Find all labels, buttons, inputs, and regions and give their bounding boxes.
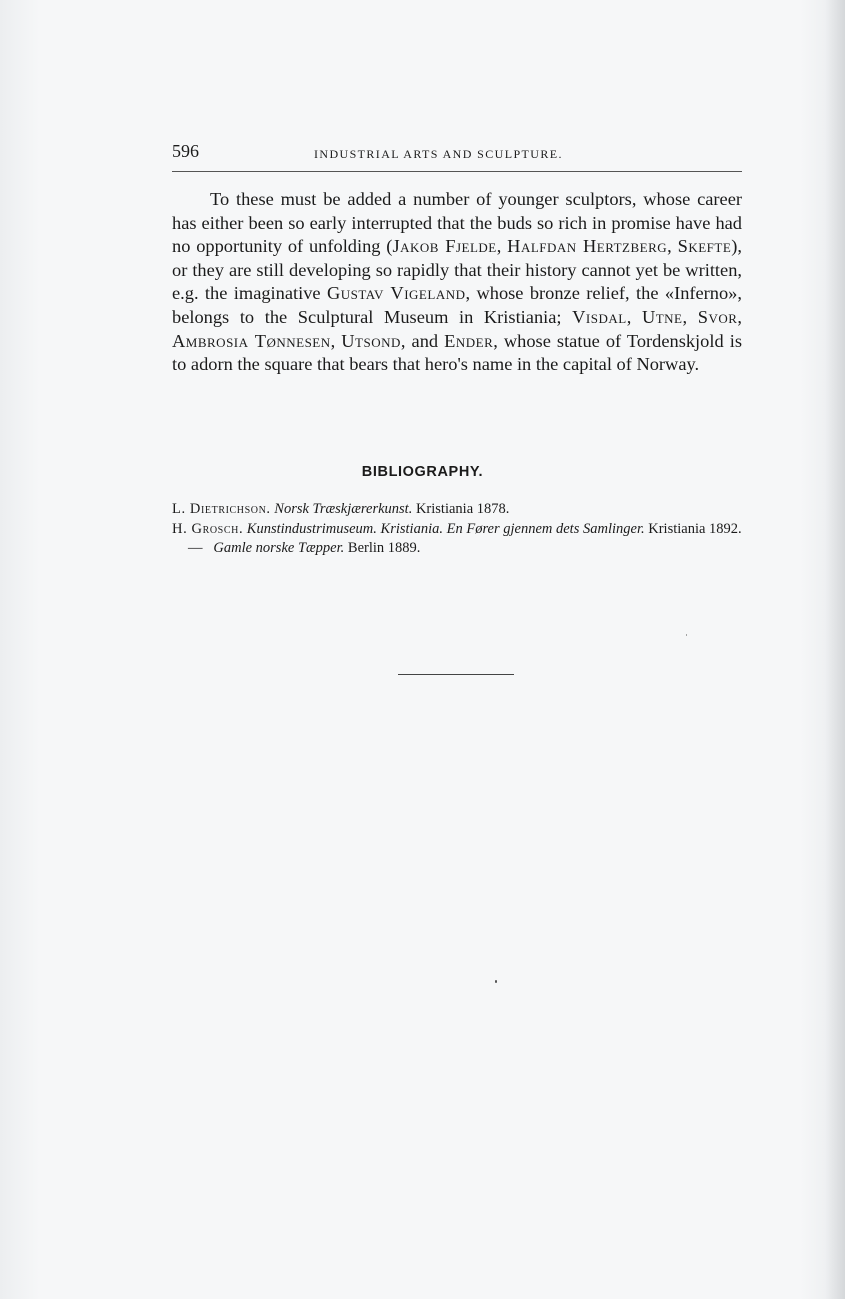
bibliography-entry <box>172 520 742 540</box>
text-segment: , whose statue of Tordenskjold is to adorn the square that bears that hero's name in the capital of Norway. <box>172 330 742 375</box>
bibliography-entry <box>172 500 742 520</box>
sculptor-name: Gustav Vigeland <box>326 283 466 304</box>
sculptor-name: Jakob Fjelde <box>392 236 497 257</box>
sculptor-name: Utne <box>641 306 683 327</box>
text-segment: , <box>496 236 508 257</box>
sculptor-name: Halfdan Hertzberg <box>507 236 668 257</box>
sculptor-name: Ender <box>444 330 494 351</box>
text-segment: ), or they are still developing so rapidly that their history cannot yet be written, e.g. the imaginative <box>172 236 742 304</box>
bibliography-entry <box>172 539 742 559</box>
bib-title: Norsk Træskjærerkunst. <box>274 501 413 517</box>
text-segment: , <box>737 306 743 327</box>
print-speck <box>686 634 687 636</box>
bib-author: L. Dietrichson. <box>172 501 271 517</box>
bib-author: H. Grosch. <box>172 520 244 537</box>
page-header <box>172 141 742 172</box>
bib-publication: Berlin 1889. <box>347 540 421 556</box>
body-paragraph <box>172 188 742 377</box>
print-speck <box>495 980 497 983</box>
end-rule <box>398 674 514 675</box>
bib-title: Kunstindustrimuseum. Kristiania. En Fører gjennem dets Samlinger. <box>246 520 645 537</box>
bibliography-heading: BIBLIOGRAPHY. <box>361 464 484 480</box>
bibliography-list <box>172 500 742 559</box>
page-number: 596 <box>172 141 199 161</box>
bib-publication: Kristiania 1878. <box>415 501 510 517</box>
text-segment: , <box>330 330 342 351</box>
running-head: INDUSTRIAL ARTS AND SCULPTURE. <box>314 147 563 161</box>
sculptor-name: Skefte <box>677 236 732 257</box>
text-segment: , <box>682 306 698 327</box>
sculptor-name: Visdal <box>572 306 627 327</box>
text-segment: , and <box>400 330 445 351</box>
text-segment: , <box>626 306 642 327</box>
bib-publication: Kristiania 1892. <box>648 520 742 537</box>
sculptor-name: Utsond <box>341 330 401 351</box>
sculptor-name: Svor <box>697 306 738 327</box>
text-segment: , whose bronze relief, the «Inferno», belongs to the Sculptural Museum in Kristiania; <box>172 283 742 327</box>
page-edge-shadow <box>825 0 845 1299</box>
bib-title: Gamle norske Tæpper. <box>213 540 345 556</box>
text-segment: , <box>667 236 678 257</box>
text-segment: To these must be added a number of younger sculptors, whose career has either been so early interrupted that the buds so rich in promise have had no opportunity of unfolding ( <box>172 189 742 257</box>
bib-ditto-dash: — <box>188 540 203 556</box>
sculptor-name: Ambrosia Tønnesen <box>172 330 331 351</box>
